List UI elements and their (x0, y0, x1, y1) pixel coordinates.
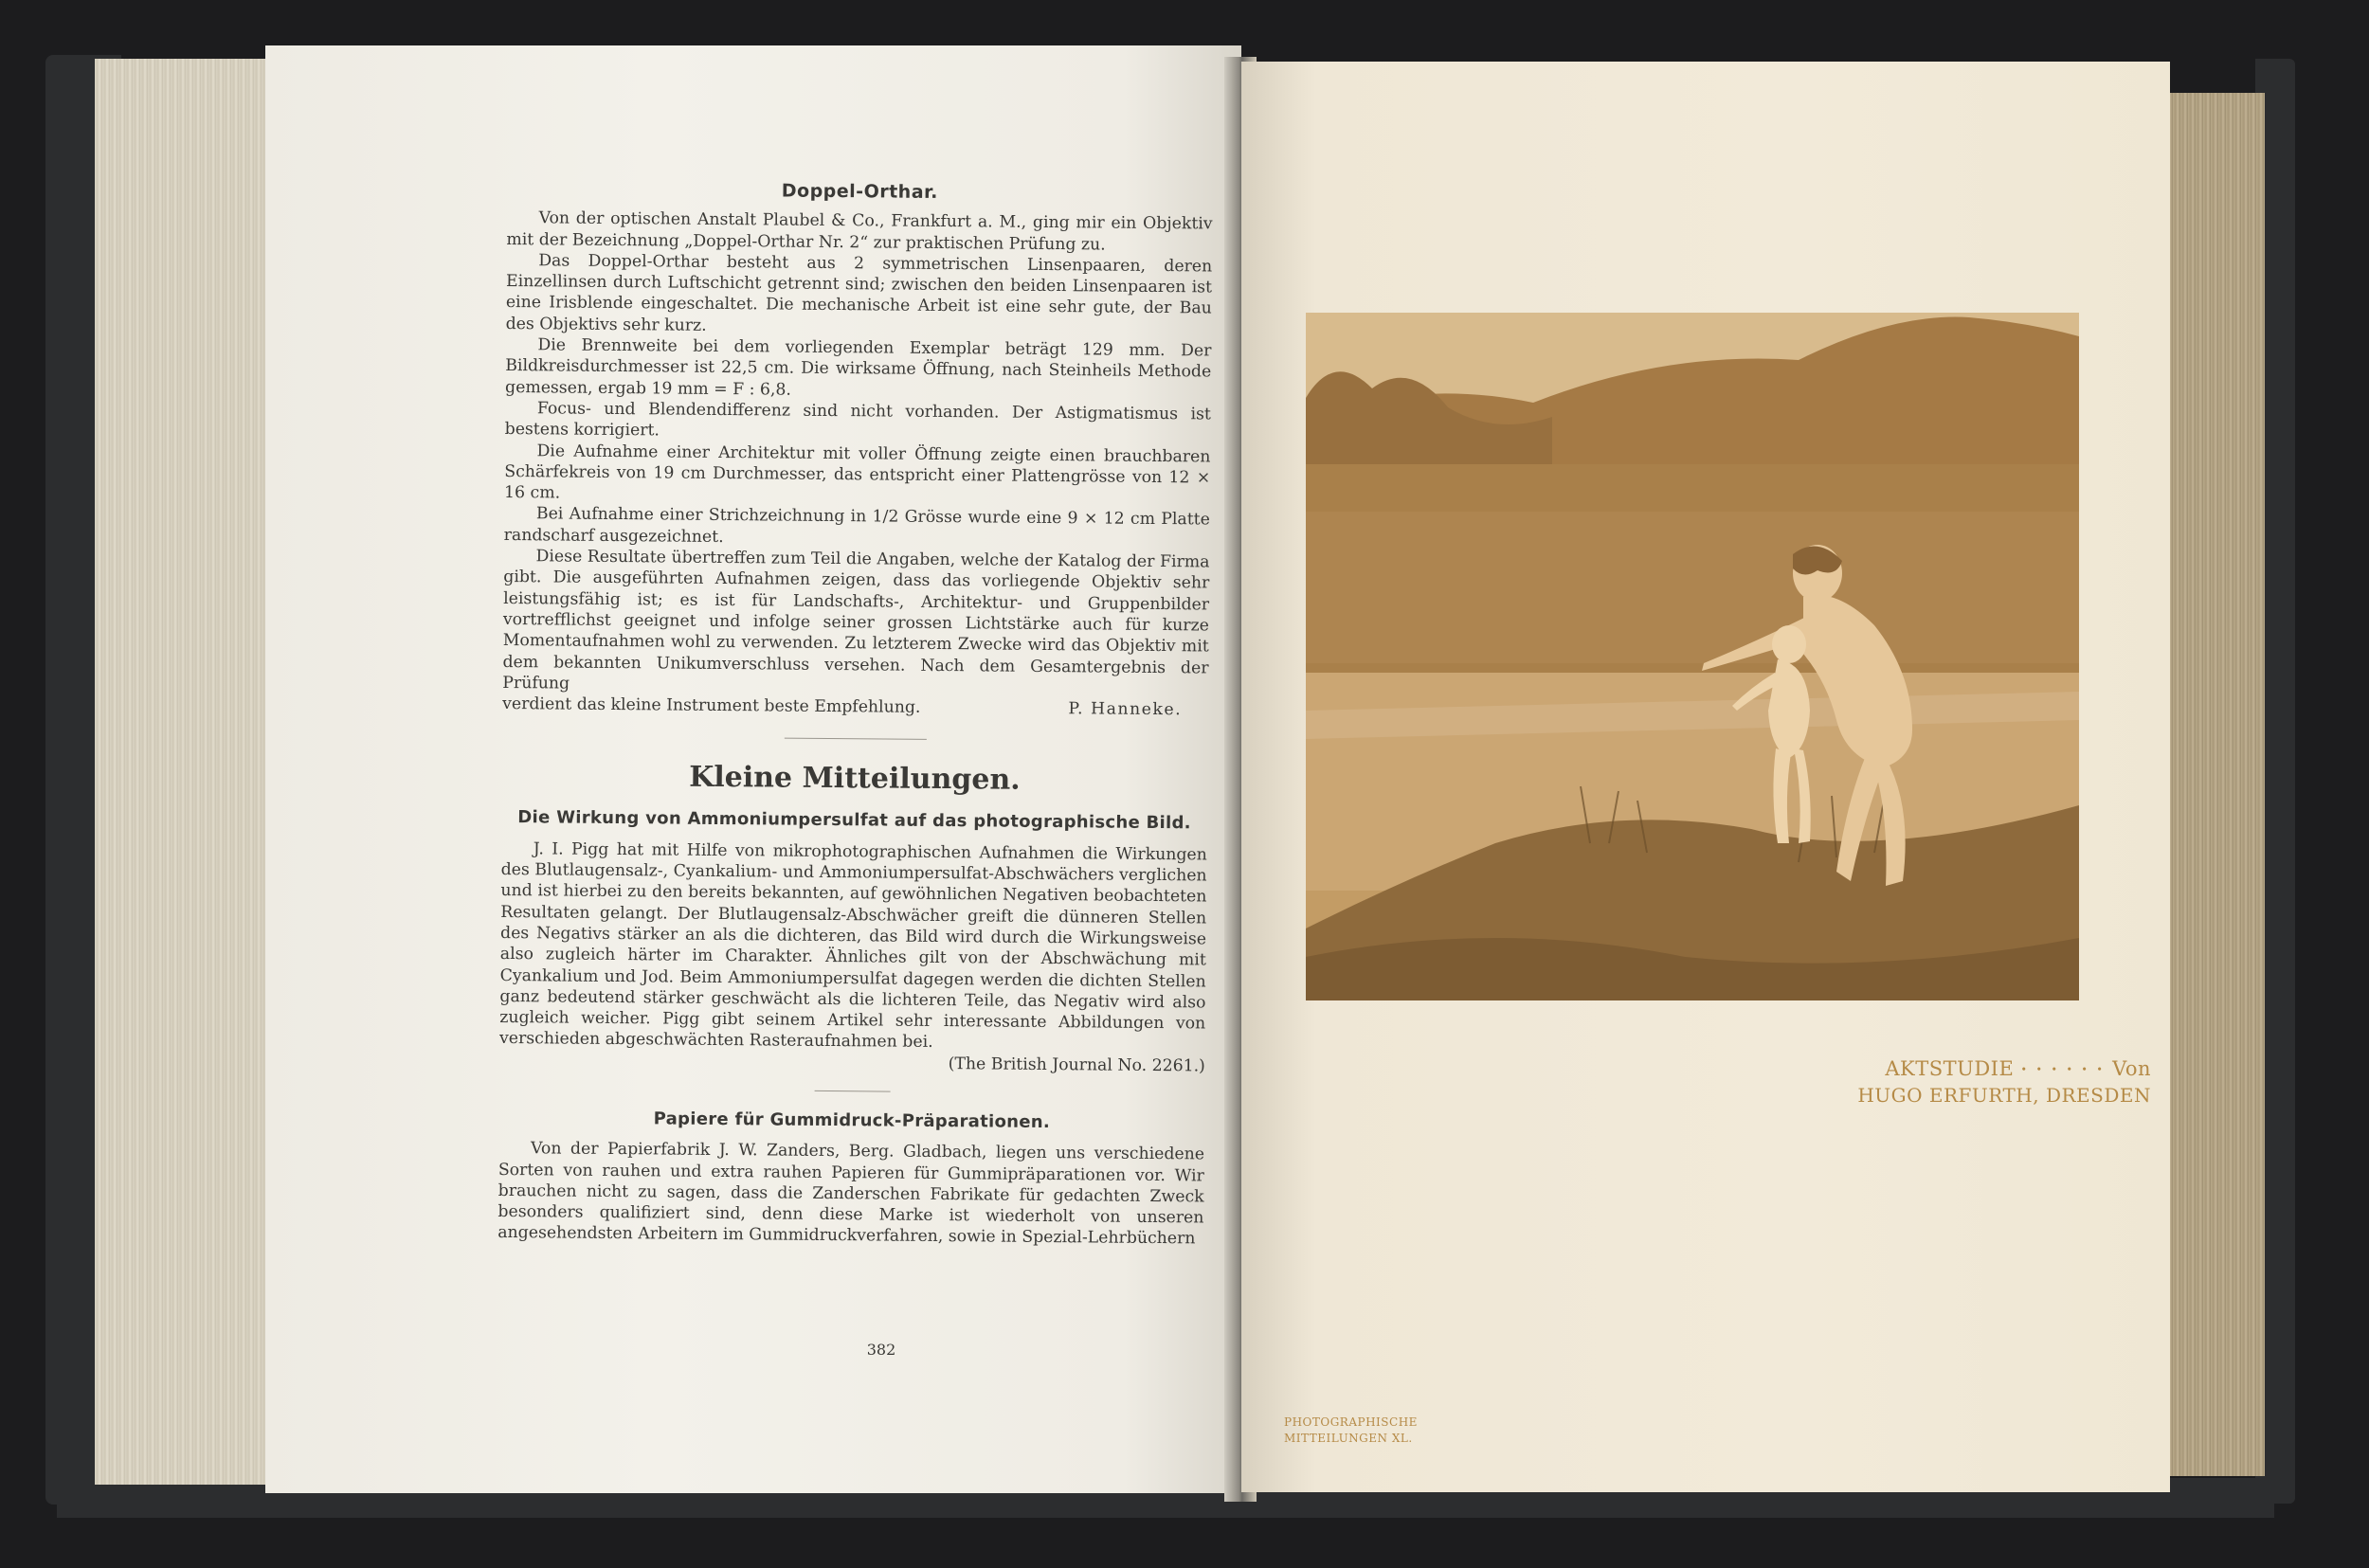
right-page-edges (2165, 93, 2265, 1476)
footer-line-2: MITTEILUNGEN XL. (1284, 1432, 1413, 1445)
left-page (265, 45, 1241, 1493)
paragraph: Die Brennweite bei dem vorliegenden Exemplar beträgt 129 mm. Der Bildkreisdurchmesser ist 22,5 cm. Die wirksame Öffnung, nach Steinheils Methode gemessen, ergab 19 mm = F : 6,8. (504, 335, 1212, 400)
paragraph: Die Aufnahme einer Architektur mit voller Öffnung zeigte einen brauchbaren Schärfekreis von 19 cm Durchmesser, das entspricht einer Plattengrösse von 12 × 16 cm. (504, 441, 1211, 503)
section-title: Kleine Mitteilungen. (689, 761, 1021, 798)
article-title-doppel-orthar: Doppel-Orthar. (781, 180, 939, 203)
article-title-ammoniumpersulfat: Die Wirkung von Ammoniumpersulfat auf das photographische Bild. (517, 807, 1191, 834)
caption-title-line (1772, 1056, 2151, 1083)
page-number: 382 (866, 1341, 896, 1359)
photo-illustration (1306, 313, 2079, 1000)
paragraph: Von der Papierfabrik J. W. Zanders, Berg. Gladbach, liegen uns verschiedene Sorten von rauhen und extra rauhen Papieren für Gummipräparationen vor. Wir brauchen nicht zu sagen, dass die Zanderschen Fabrikate für gedachten Zweck besonders qualifiziert sind, denn diese Marke ist wiederholt von unseren angesehendsten Arbeitern im Gummidruckverfahren, sowie in Spezial-Lehrbüchern (497, 1139, 1205, 1249)
paragraph: Bei Aufnahme einer Strichzeichnung in 1/2 Grösse wurde eine 9 × 12 cm Platte randscharf ausgezeichnet. (503, 504, 1210, 547)
paragraph: J. I. Pigg hat mit Hilfe von mikrophotographischen Aufnahmen die Wirkungen des Blutlaugensalz-, Cyankalium- und Ammoniumpersulfat-Abschwächers verglichen und ist hierbei zu den bereits bekannten, auf gewöhnlichen Negativen beobachteten Resultaten gelangt. Der Blutlaugensalz-Abschwächer greift die dünneren Stellen des Negativs stärker an als die dichteren, das Bild wird durch die Wirkungsweise also zugleich härter im Charakter. Ähnliches gilt von der Abschwächung mit Cyankalium und Jod. Beim Ammoniumpersulfat dagegen werden die dichten Stellen ganz bedeutend stärker geschwächt als die lichteren Teile, das Negativ wird also zugleich weicher. Pigg gibt seinem Artikel sehr interessante Abbildungen von verschieden abgeschwächten Rasteraufnahmen bei. (498, 838, 1207, 1053)
paragraph: Das Doppel-Orthar besteht aus 2 symmetrischen Linsenpaaren, deren Einzellinsen durch Luftschicht getrennt sind; zwischen den beiden Linsenpaaren ist eine Irisblende eingeschaltet. Die mechanische Arbeit ist eine sehr gute, der Bau des Objektivs sehr kurz. (505, 251, 1213, 335)
caption-dots: • • • • • • (2020, 1063, 2106, 1076)
author-signature: P. Hanneke. (1068, 699, 1183, 720)
paragraph: Diese Resultate übertreffen zum Teil die Angaben, welche der Katalog der Firma gibt. Die ausgeführten Aufnahmen zeigen, dass das vorliegende Objektiv sehr leistungsfähig ist; es ist für Landschafts-, Architektur- und Gruppenbilder vortrefflichst geeignet und infolge seiner grossen Lichtstärke auch für kurze Momentaufnahmen wohl zu verwenden. Zu letzterem Zwecke wird das Objektiv mit dem bekannten Unikumverschluss versehen. Nach dem Gesamtergebnis der Prüfung (502, 547, 1210, 694)
divider (814, 1090, 890, 1092)
left-page-edges (95, 59, 270, 1485)
left-text-column (497, 178, 1213, 1250)
divider (784, 738, 926, 740)
photo-plate (1306, 313, 2079, 1000)
caption-von: Von (2112, 1057, 2151, 1080)
caption-author: HUGO ERFURTH, DRESDEN (1857, 1083, 2151, 1107)
journal-footer (1284, 1415, 1418, 1447)
article-source: (The British Journal No. 2261.) (948, 1054, 1205, 1076)
right-page (1241, 62, 2170, 1492)
paragraph: Focus- und Blendendifferenz sind nicht vorhanden. Der Astigmatismus ist bestens korrigiert. (504, 399, 1211, 441)
photo-caption (1772, 1056, 2151, 1108)
caption-title: AKTSTUDIE (1885, 1057, 2015, 1080)
article-title-gummidruck: Papiere für Gummidruck-Präparationen. (653, 1108, 1051, 1133)
footer-line-1: PHOTOGRAPHISCHE (1284, 1415, 1418, 1429)
paragraph: Von der optischen Anstalt Plaubel & Co., Frankfurt a. M., ging mir ein Objektiv mit der Bezeichnung „Doppel-Orthar Nr. 2“ zur praktischen Prüfung zu. (506, 208, 1213, 255)
closing-line: verdient das kleine Instrument beste Empfehlung. (502, 694, 921, 717)
